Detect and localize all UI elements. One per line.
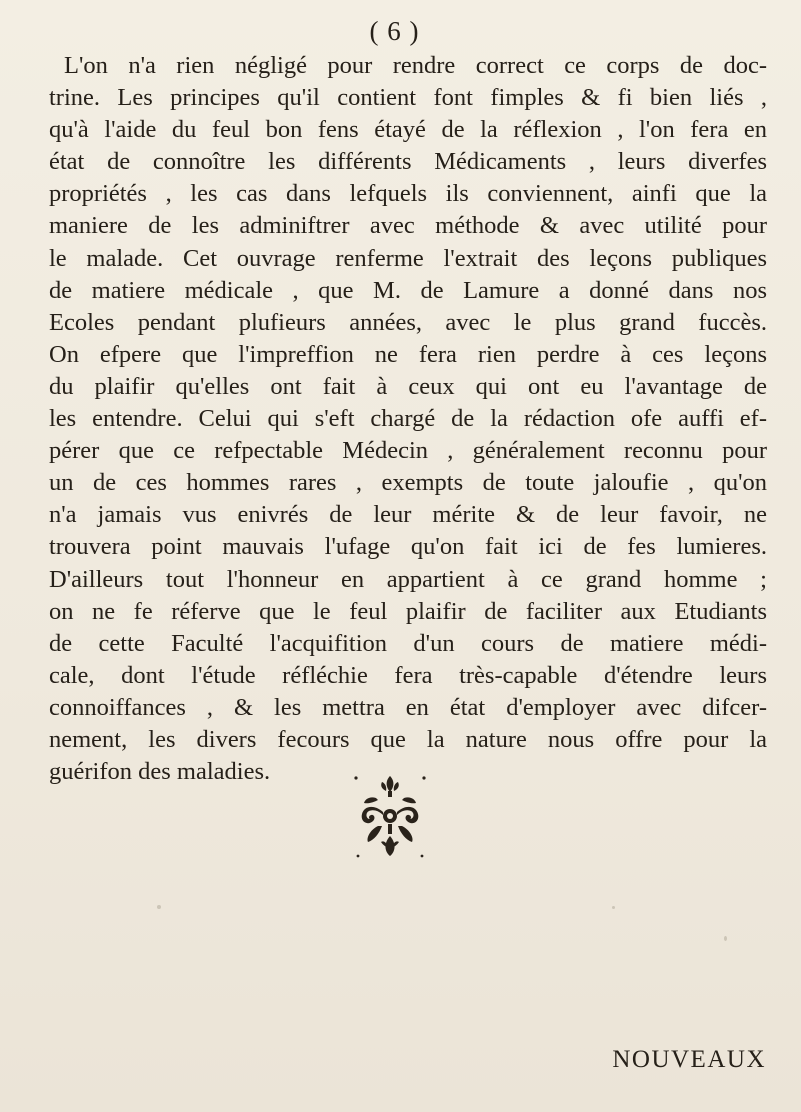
text-line: guérifon des maladies. — [49, 758, 271, 786]
page-number: ( 6 ) — [369, 16, 420, 46]
fleuron-ornament-icon — [348, 768, 432, 864]
paper-speck — [612, 906, 615, 909]
text-line: nement, les divers fecours que la nature nous offre pour la — [49, 725, 767, 753]
text-line: un de ces hommes rares , exempts de toute jaloufie , qu'on — [49, 469, 767, 497]
text-line: n'a jamais vus enivrés de leur mérite & de leur favoir, ne — [49, 501, 767, 529]
text-line: on ne fe réferve que le feul plaifir de faciliter aux Etudiants — [49, 597, 767, 625]
text-line: de cette Faculté l'acquifition d'un cours de matiere médi- — [49, 629, 767, 657]
text-line: état de connoître les différents Médicaments , leurs diverfes — [49, 148, 767, 176]
text-line: D'ailleurs tout l'honneur en appartient à ce grand homme ; — [49, 565, 767, 593]
text-line: le malade. Cet ouvrage renferme l'extrait des leçons publiques — [49, 244, 767, 272]
text-line: trouvera point mauvais l'ufage qu'on fait ici de fes lumieres. — [49, 533, 767, 561]
text-line: connoiffances , & les mettra en état d'employer avec difcer- — [49, 693, 767, 721]
paper-speck — [157, 905, 161, 909]
text-line: Ecoles pendant plufieurs années, avec le plus grand fuccès. — [49, 308, 767, 336]
body-text — [49, 50, 767, 788]
text-line: propriétés , les cas dans lefquels ils conviennent, ainfi que la — [49, 180, 767, 208]
paper-speck — [724, 936, 727, 941]
text-line: de matiere médicale , que M. de Lamure a donné dans nos — [49, 276, 767, 304]
catchword: NOUVEAUX — [612, 1046, 766, 1073]
text-line: maniere de les adminiftrer avec méthode & avec utilité pour — [49, 212, 767, 240]
text-line: L'on n'a rien négligé pour rendre correct ce corps de doc- — [64, 52, 767, 79]
text-line: pérer que ce refpectable Médecin , généralement reconnu pour — [49, 437, 767, 465]
text-line: cale, dont l'étude réfléchie fera très-capable d'étendre leurs — [49, 661, 767, 689]
text-line: les entendre. Celui qui s'eft chargé de la rédaction ofe auffi ef- — [49, 405, 767, 433]
text-line: On efpere que l'impreffion ne fera rien perdre à ces leçons — [49, 340, 767, 368]
text-line: du plaifir qu'elles ont fait à ceux qui ont eu l'avantage de — [49, 372, 767, 400]
text-line: trine. Les principes qu'il contient font fimples & fi bien liés , — [49, 84, 767, 112]
text-line: qu'à l'aide du feul bon fens étayé de la réflexion , l'on fera en — [49, 116, 767, 144]
